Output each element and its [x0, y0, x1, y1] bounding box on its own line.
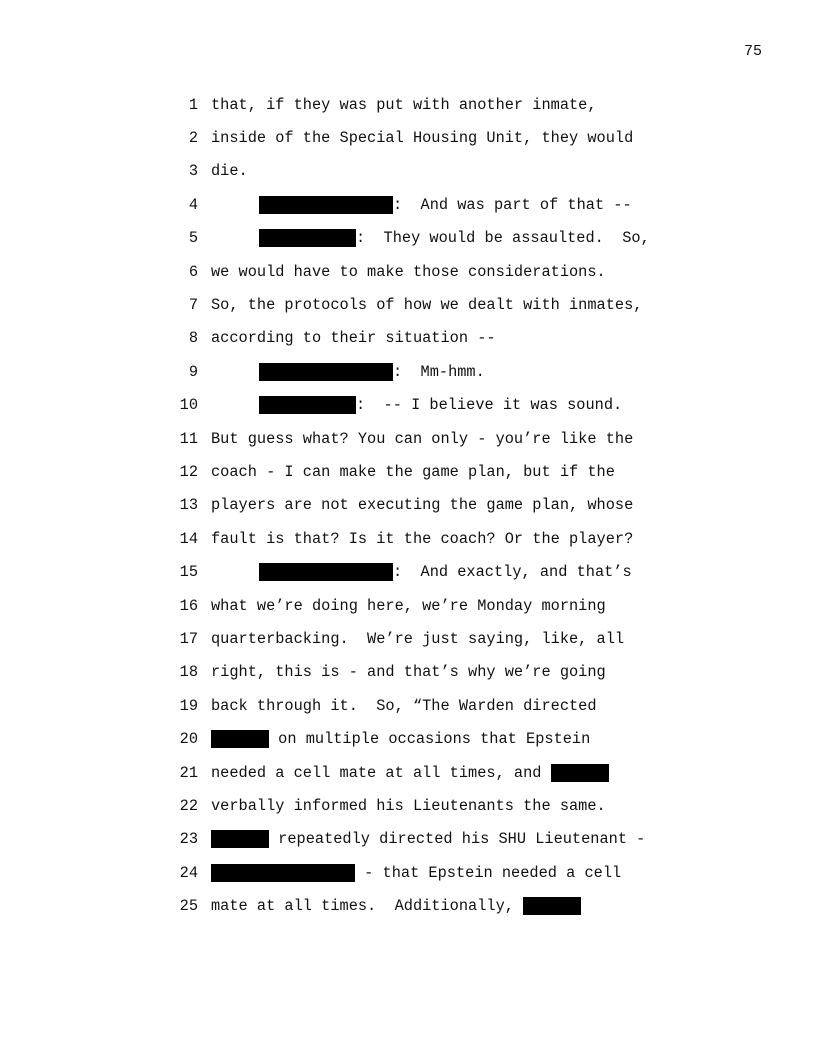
redaction-box: [259, 363, 393, 381]
transcript-line: [170, 856, 690, 889]
transcript-body: [170, 88, 690, 923]
line-number: 23: [179, 830, 198, 849]
line-text: on multiple occasions that Epstein: [269, 730, 591, 749]
line-number: 6: [188, 262, 198, 281]
line-text: needed a cell mate at all times, and: [211, 763, 551, 782]
transcript-line: [170, 455, 690, 488]
transcript-line: [170, 288, 690, 321]
line-text: quarterbacking. We’re just saying, like, all: [211, 629, 625, 648]
line-text: : And was part of that --: [393, 195, 632, 214]
transcript-line: [170, 222, 690, 255]
line-number: 16: [179, 596, 198, 615]
line-text: : They would be assaulted. So,: [356, 229, 650, 248]
transcript-line: [170, 422, 690, 455]
line-number: 22: [179, 796, 198, 815]
line-number: 1: [188, 95, 198, 114]
line-number: 4: [188, 195, 198, 214]
transcript-line: [170, 121, 690, 154]
line-number: 20: [179, 730, 198, 749]
transcript-line: [170, 889, 690, 922]
line-text: But guess what? You can only - you’re like the: [211, 429, 634, 448]
line-number: 19: [179, 696, 198, 715]
redaction-box: [523, 897, 581, 915]
line-text: So, the protocols of how we dealt with inmates,: [211, 296, 643, 315]
transcript-line: [170, 389, 690, 422]
line-text: : -- I believe it was sound.: [356, 396, 623, 415]
transcript-line: [170, 88, 690, 121]
transcript-line: [170, 322, 690, 355]
line-text: coach - I can make the game plan, but if the: [211, 462, 615, 481]
line-number: 12: [179, 462, 198, 481]
transcript-line: [170, 756, 690, 789]
transcript-line: [170, 656, 690, 689]
line-text: what we’re doing here, we’re Monday morning: [211, 596, 606, 615]
transcript-line: [170, 489, 690, 522]
line-number: 15: [179, 563, 198, 582]
page-number: 75: [743, 43, 762, 60]
transcript-line: [170, 522, 690, 555]
transcript-line: [170, 589, 690, 622]
transcript-line: [170, 255, 690, 288]
transcript-line: [170, 622, 690, 655]
line-text: right, this is - and that’s why we’re going: [211, 663, 606, 682]
redaction-box: [211, 730, 269, 748]
line-text: die.: [211, 162, 248, 181]
line-text: verbally informed his Lieutenants the same.: [211, 796, 606, 815]
line-number: 14: [179, 529, 198, 548]
redaction-box: [259, 396, 356, 414]
redaction-box: [551, 764, 609, 782]
line-text: according to their situation --: [211, 329, 496, 348]
line-number: 7: [188, 296, 198, 315]
line-number: 21: [179, 763, 198, 782]
line-number: 17: [179, 629, 198, 648]
line-text: that, if they was put with another inmate,: [211, 95, 597, 114]
transcript-line: [170, 355, 690, 388]
line-number: 10: [179, 396, 198, 415]
redaction-box: [211, 830, 269, 848]
line-number: 11: [179, 429, 198, 448]
redaction-box: [259, 196, 393, 214]
line-text: - that Epstein needed a cell: [355, 863, 622, 882]
line-number: 18: [179, 663, 198, 682]
line-text: inside of the Special Housing Unit, they would: [211, 129, 634, 148]
line-number: 13: [179, 496, 198, 515]
line-number: 25: [179, 897, 198, 916]
line-text: fault is that? Is it the coach? Or the player?: [211, 529, 634, 548]
transcript-line: [170, 689, 690, 722]
line-text: repeatedly directed his SHU Lieutenant -: [269, 830, 646, 849]
transcript-line: [170, 555, 690, 588]
redaction-box: [259, 563, 393, 581]
line-number: 5: [188, 229, 198, 248]
redaction-box: [211, 864, 355, 882]
line-text: : Mm-hmm.: [393, 362, 485, 381]
line-number: 24: [179, 863, 198, 882]
line-number: 8: [188, 329, 198, 348]
line-number: 2: [188, 129, 198, 148]
line-text: players are not executing the game plan, whose: [211, 496, 634, 515]
transcript-line: [170, 823, 690, 856]
line-text: mate at all times. Additionally,: [211, 897, 524, 916]
transcript-line: [170, 188, 690, 221]
line-number: 9: [188, 362, 198, 381]
line-number: 3: [188, 162, 198, 181]
line-text: : And exactly, and that’s: [393, 563, 632, 582]
redaction-box: [259, 229, 356, 247]
line-text: we would have to make those considerations.: [211, 262, 606, 281]
line-text: back through it. So, “The Warden directed: [211, 696, 597, 715]
transcript-line: [170, 789, 690, 822]
transcript-line: [170, 722, 690, 755]
transcript-line: [170, 155, 690, 188]
